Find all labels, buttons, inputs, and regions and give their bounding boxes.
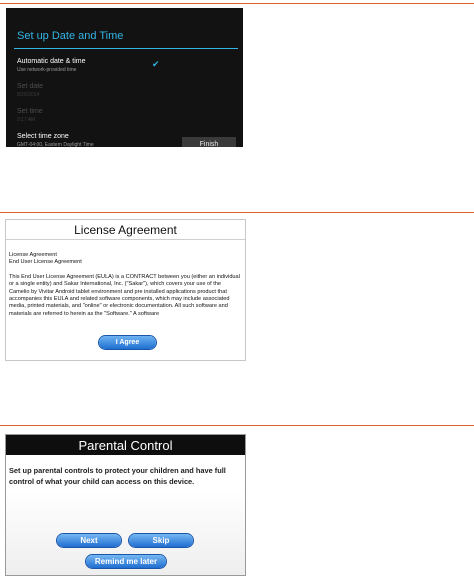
select-time-zone-row[interactable] [17, 132, 94, 147]
next-button[interactable]: Next [57, 534, 121, 547]
screen-title: Set up Date and Time [17, 30, 124, 42]
row-value: GMT-04:00, Eastern Daylight Time [17, 142, 94, 147]
license-subheading: End User License Agreement [9, 259, 82, 266]
screen-title: License Agreement [6, 220, 245, 240]
set-time-row [17, 107, 43, 124]
license-agreement-screen [6, 220, 245, 360]
section-divider [0, 212, 474, 213]
license-paragraph: This End User License Agreement (EULA) is a CONTRACT between you (either an individual or a single entity) and Sakar International, Inc. ("Sakar"), which covers your use of the Camelio by Vivitar Android tablet environment and pre installed applications product that accompanies this EULA and related software components, which may include associated media, printed materials, and "online" or electronic documentation. All such software and materials are referred to herein as the "Software." A software [9, 273, 240, 317]
row-label: Select time zone [17, 133, 69, 140]
license-text[interactable] [9, 252, 242, 348]
row-sublabel: Use network-provided time [17, 67, 77, 73]
finish-button[interactable]: Finish [182, 137, 236, 147]
parental-control-screen [6, 435, 245, 575]
skip-button[interactable]: Skip [129, 534, 193, 547]
license-heading: License Agreement [9, 252, 57, 258]
automatic-date-time-row[interactable] [17, 57, 85, 74]
row-label: Automatic date & time [17, 58, 86, 65]
screen-title: Parental Control [6, 435, 245, 455]
parental-description: Set up parental controls to protect your children and have full control of what your child can access on this device. [9, 466, 226, 486]
row-value: 9:17 AM [17, 117, 36, 123]
row-label: Set date [17, 83, 44, 90]
checkmark-icon[interactable]: ✔ [152, 59, 160, 69]
section-divider [0, 425, 474, 426]
title-underline [14, 48, 238, 49]
row-value: 8/26/2014 [17, 92, 40, 98]
row-label: Set time [17, 108, 43, 115]
set-date-row [17, 82, 43, 99]
section-divider [0, 3, 474, 4]
remind-me-later-button[interactable]: Remind me later [86, 555, 166, 568]
date-time-screen [6, 8, 243, 147]
i-agree-button[interactable]: I Agree [99, 336, 156, 349]
